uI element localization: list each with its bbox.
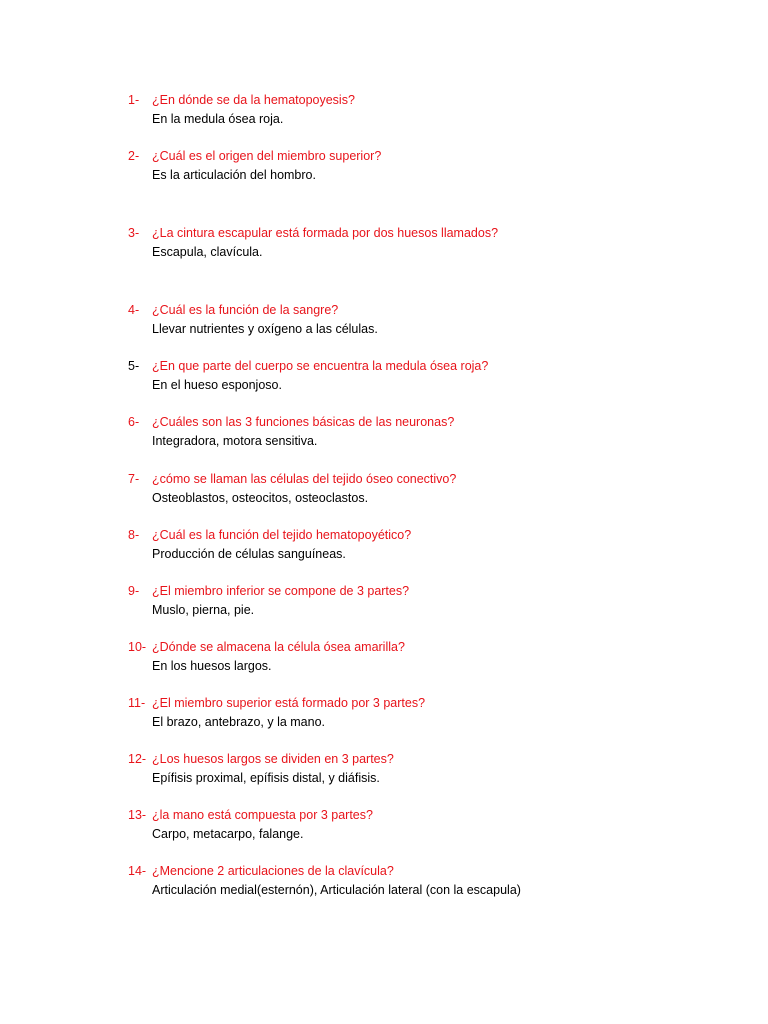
question-number: 3- [128, 226, 140, 240]
question-number: 7- [128, 472, 140, 486]
answer-text: Muslo, pierna, pie. [152, 603, 255, 617]
answer-text: Llevar nutrientes y oxígeno a las células. [152, 322, 378, 336]
answer-text: Escapula, clavícula. [152, 245, 263, 259]
question-number: 1- [128, 93, 140, 107]
question-text: ¿Cuáles son las 3 funciones básicas de las neuronas? [152, 415, 455, 429]
qa-item-11 [128, 694, 728, 732]
question-number: 11- [128, 696, 146, 710]
question-text: ¿Dónde se almacena la célula ósea amarilla? [152, 640, 405, 654]
qa-item-8 [128, 526, 728, 564]
question-text: ¿la mano está compuesta por 3 partes? [152, 808, 373, 822]
qa-item-13 [128, 806, 728, 844]
question-number: 14- [128, 864, 147, 878]
question-text: ¿En dónde se da la hematopoyesis? [152, 93, 355, 107]
question-number: 2- [128, 149, 140, 163]
answer-text: En la medula ósea roja. [152, 112, 284, 126]
answer-text: Osteoblastos, osteocitos, osteoclastos. [152, 491, 369, 505]
qa-item-12 [128, 750, 728, 788]
question-number: 4- [128, 303, 140, 317]
answer-text: Epífisis proximal, epífisis distal, y diáfisis. [152, 771, 380, 785]
qa-item-5 [128, 357, 728, 395]
question-text: ¿Cuál es la función de la sangre? [152, 303, 339, 317]
question-number: 5- [128, 359, 140, 373]
question-text: ¿Cuál es el origen del miembro superior? [152, 149, 382, 163]
answer-text: Articulación medial(esternón), Articulación lateral (con la escapula) [152, 883, 521, 897]
question-number: 9- [128, 584, 140, 598]
qa-item-9 [128, 582, 728, 620]
question-number: 13- [128, 808, 147, 822]
question-text: ¿El miembro inferior se compone de 3 partes? [152, 584, 410, 598]
question-text: ¿cómo se llaman las células del tejido óseo conectivo? [152, 472, 457, 486]
question-text: ¿Mencione 2 articulaciones de la clavícula? [152, 864, 394, 878]
qa-item-1 [128, 91, 728, 129]
question-text: ¿En que parte del cuerpo se encuentra la medula ósea roja? [152, 359, 489, 373]
question-number: 8- [128, 528, 140, 542]
question-text: ¿Los huesos largos se dividen en 3 partes? [152, 752, 394, 766]
qa-item-10 [128, 638, 728, 676]
qa-item-6 [128, 413, 728, 451]
answer-text: En el hueso esponjoso. [152, 378, 282, 392]
qa-item-2 [128, 147, 728, 185]
qa-item-3 [128, 224, 728, 262]
answer-text: El brazo, antebrazo, y la mano. [152, 715, 326, 729]
question-text: ¿La cintura escapular está formada por dos huesos llamados? [152, 226, 499, 240]
answer-text: Producción de células sanguíneas. [152, 547, 346, 561]
answer-text: Es la articulación del hombro. [152, 168, 316, 182]
question-number: 12- [128, 752, 147, 766]
answer-text: Integradora, motora sensitiva. [152, 434, 318, 448]
question-text: ¿Cuál es la función del tejido hematopoyético? [152, 528, 412, 542]
qa-item-4 [128, 301, 728, 339]
answer-text: En los huesos largos. [152, 659, 272, 673]
qa-item-7 [128, 470, 728, 508]
question-text: ¿El miembro superior está formado por 3 partes? [152, 696, 426, 710]
qa-item-14 [128, 862, 728, 900]
question-number: 10- [128, 640, 147, 654]
answer-text: Carpo, metacarpo, falange. [152, 827, 304, 841]
question-number: 6- [128, 415, 140, 429]
